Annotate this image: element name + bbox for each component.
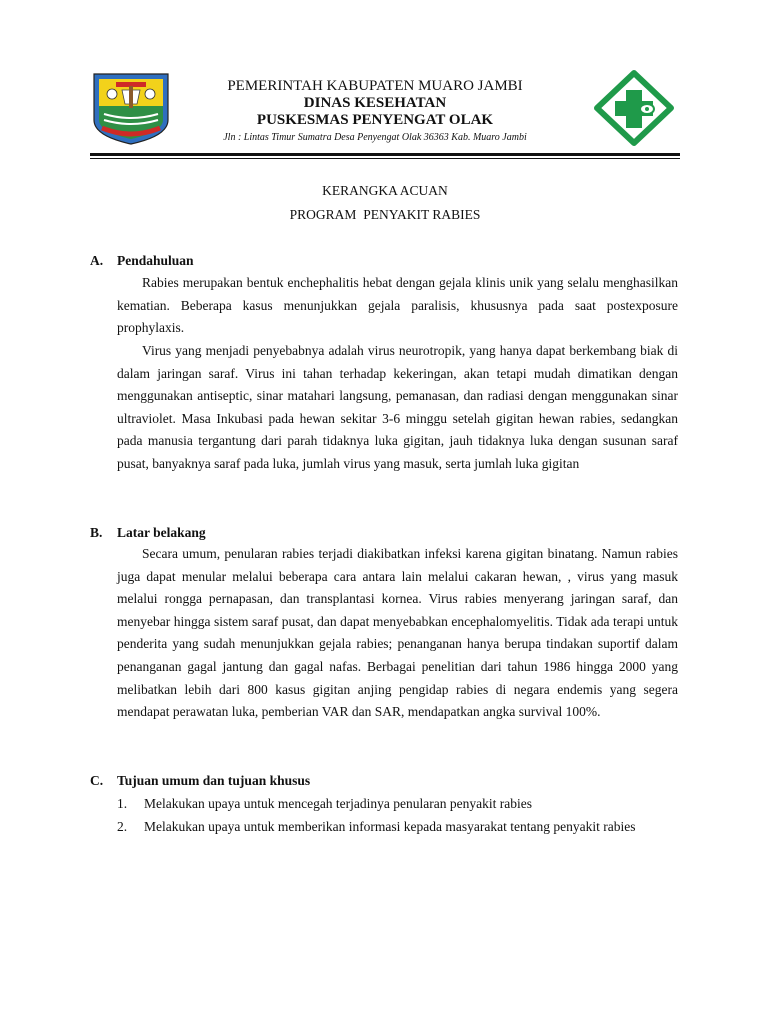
document-subtitle: PROGRAM PENYAKIT RABIES (289, 207, 481, 222)
institution-name: PUSKESMAS PENYENGAT OLAK (256, 112, 494, 128)
institution-address: Jln : Lintas Timur Sumatra Desa Penyengat Olak 36363 Kab. Muaro Jambi (223, 132, 527, 143)
letterhead (180, 77, 570, 145)
list-item-number: 1. (117, 796, 128, 811)
section-title: Pendahuluan (117, 253, 194, 268)
header-divider-thin (90, 158, 680, 159)
list-item-text: Melakukan upaya untuk memberikan informasi kepada masyarakat tentang penyakit rabies (144, 818, 636, 834)
document-title: KERANGKA ACUAN (322, 183, 448, 198)
section-letter: A. (90, 253, 104, 268)
list-item-number: 2. (117, 818, 128, 834)
objectives-list (117, 793, 678, 838)
section-letter: C. (90, 773, 104, 788)
section-letter: B. (90, 525, 103, 540)
section-b-heading (90, 524, 206, 542)
government-name: PEMERINTAH KABUPATEN MUARO JAMBI (227, 78, 523, 94)
section-a-paragraph-1: Rabies merupakan bentuk enchephalitis hebat dengan gejala klinis unik yang selalu menghasilkan kematian. Beberapa kasus menunjukkan gejala paralisis, khususnya pada saat postexposure prophylaxis. (117, 275, 678, 336)
section-a-paragraph-2: Virus yang menjadi penyebabnya adalah virus neurotropik, yang hanya dapat berkembang biak di dalam jaringan saraf. Virus ini tahan terhadap kekeringan, akan tetapi mudah dimatikan dengan menggunakan antiseptic, sinar matahari langsung, pemanasan, dan radiasi dengan menggunakan sinar ultraviolet. Masa Inkubasi pada hewan sekitar 3-6 minggu setelah gigitan hewan rabies, sedangkan pada manusia tergantung dari parah tidaknya luka gigitan, jauh tidaknya luka dengan susunan saraf pusat, banyaknya saraf pada luka, jumlah virus yang masuk, serta jumlah luka gigitan (117, 343, 678, 471)
section-c-heading (90, 772, 310, 790)
muaro-jambi-regency-emblem-icon (90, 70, 172, 146)
puskesmas-cross-icon (589, 70, 679, 146)
department-name: DINAS KESEHATAN (303, 95, 447, 111)
list-item-text: Melakukan upaya untuk mencegah terjadinya penularan penyakit rabies (144, 796, 532, 811)
list-item (117, 816, 678, 839)
header-divider-thick (90, 153, 680, 156)
section-b-paragraph-1: Secara umum, penularan rabies terjadi diakibatkan infeksi karena gigitan binatang. Namun rabies juga dapat menular melalui beberapa cara antara lain melalui cakaran hewan, , virus yang masuk melalui rongga pernapasan, dan transplantasi kornea. Virus rabies menyerang jaringan saraf, dan menyebar hingga sistem saraf pusat, dan dapat menyebabkan encephalomyelitis. Tidak ada terapi untuk penderita yang sudah menunjukkan gejala rabies; penanganan hanya berupa tindakan suportif dalam penanganan gagal jantung dan gagal nafas. Berbagai penelitian dari tahun 1986 hingga 2000 yang melibatkan lebih dari 800 kasus gigitan anjing pengidap rabies di negara endemis yang segera mendapat perawatan luka, pemberian VAR dan SAR, mendapatkan angka survival 100%. (117, 546, 678, 720)
section-title: Tujuan umum dan tujuan khusus (117, 773, 311, 788)
section-a-heading (90, 252, 194, 270)
section-title: Latar belakang (117, 525, 206, 540)
list-item (117, 793, 678, 816)
